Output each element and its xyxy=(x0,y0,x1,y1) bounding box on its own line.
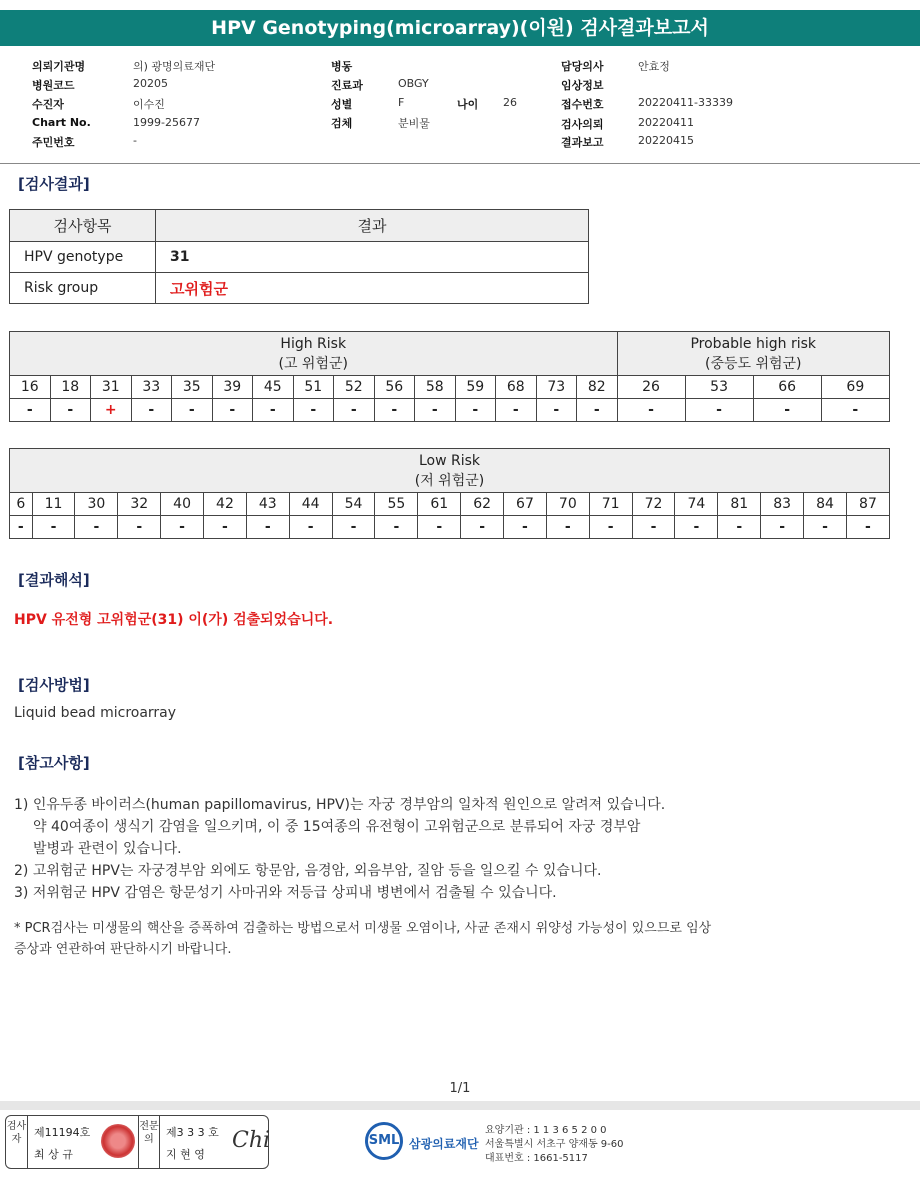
genotype-cell: 66 xyxy=(753,376,821,399)
footer-divider xyxy=(0,1101,920,1110)
signature-icon: Chi xyxy=(232,1128,271,1153)
genotype-cell: 72 xyxy=(632,493,675,516)
genotype-result-cell: - xyxy=(846,516,889,539)
info-value: F xyxy=(398,96,405,109)
genotype-result-cell: - xyxy=(50,399,91,422)
info-value: 분비물 xyxy=(398,117,430,130)
info-label: 병원코드 xyxy=(32,79,75,92)
info-value: 20220411 xyxy=(638,116,694,129)
result-value-risk: 고위험군 xyxy=(156,273,589,304)
reference-line: 2) 고위험군 HPV는 자궁경부암 외에도 항문암, 음경암, 외음부암, 질암 등을 일으킬 수 있습니다. xyxy=(14,863,602,879)
info-label: 성별 xyxy=(331,98,353,111)
genotype-cell: 83 xyxy=(761,493,804,516)
high-risk-table xyxy=(9,331,890,422)
report-title: HPV Genotyping(microarray)(이원) 검사결과보고서 xyxy=(0,10,920,46)
page-number: 1/1 xyxy=(449,1081,471,1096)
genotype-result-cell: - xyxy=(334,399,375,422)
low-risk-title: Low Risk xyxy=(418,452,481,469)
genotype-cell: 68 xyxy=(496,376,537,399)
info-label: 결과보고 xyxy=(561,136,604,149)
institution-address: 서울특별시 서초구 양재동 9-60 xyxy=(485,1139,624,1150)
genotype-cell: 39 xyxy=(212,376,253,399)
genotype-result-cell: - xyxy=(172,399,213,422)
info-label: 검체 xyxy=(331,117,353,130)
genotype-row xyxy=(10,376,890,399)
genotype-result-cell: - xyxy=(589,516,632,539)
info-value: OBGY xyxy=(398,77,429,90)
patient-info xyxy=(0,56,920,164)
genotype-result-cell: - xyxy=(418,516,461,539)
section-reference-heading: [참고사항] xyxy=(18,754,90,772)
genotype-result-cell: - xyxy=(374,399,415,422)
genotype-cell: 44 xyxy=(289,493,332,516)
genotype-result-cell: - xyxy=(546,516,589,539)
genotype-result-cell: - xyxy=(455,399,496,422)
result-header-item: 검사항목 xyxy=(10,210,156,242)
genotype-cell: 54 xyxy=(332,493,375,516)
info-label: 담당의사 xyxy=(561,60,604,73)
info-label: 병동 xyxy=(331,60,353,73)
genotype-cell: 53 xyxy=(685,376,753,399)
genotype-cell: 40 xyxy=(161,493,204,516)
low-risk-header xyxy=(10,449,890,493)
genotype-cell: 18 xyxy=(50,376,91,399)
genotype-result-cell: - xyxy=(212,399,253,422)
section-result-heading: [검사결과] xyxy=(18,175,90,193)
interpretation-text: HPV 유전형 고위험군(31) 이(가) 검출되었습니다. xyxy=(14,612,334,628)
specialist-name: 지 현 영 xyxy=(166,1148,205,1161)
genotype-cell: 74 xyxy=(675,493,718,516)
genotype-result-cell: - xyxy=(253,399,294,422)
genotype-result-cell: - xyxy=(536,399,577,422)
genotype-result-cell: - xyxy=(131,399,172,422)
institution-phone: 대표번호 : 1661-5117 xyxy=(485,1153,588,1164)
info-value: 1999-25677 xyxy=(133,116,200,129)
section-interpretation-heading: [결과해석] xyxy=(18,571,90,589)
genotype-cell: 67 xyxy=(504,493,547,516)
genotype-result-cell: + xyxy=(91,399,132,422)
note-line: 증상과 연관하여 판단하시기 바랍니다. xyxy=(14,942,232,957)
probable-risk-subtitle: (중등도 위험군) xyxy=(704,355,802,372)
genotype-result-cell: - xyxy=(804,516,847,539)
reference-line: 3) 저위험군 HPV 감염은 항문성기 사마귀와 저등급 상피내 병변에서 검출될 수 있습니다. xyxy=(14,885,557,901)
genotype-result-cell: - xyxy=(504,516,547,539)
genotype-cell: 35 xyxy=(172,376,213,399)
genotype-cell: 6 xyxy=(10,493,33,516)
pcr-note xyxy=(14,918,711,960)
genotype-cell: 31 xyxy=(91,376,132,399)
genotype-result-cell: - xyxy=(289,516,332,539)
info-value: 안효정 xyxy=(638,60,670,73)
high-risk-header xyxy=(10,332,618,376)
examiner-name: 최 상 규 xyxy=(34,1148,73,1161)
high-risk-subtitle: (고 위험군) xyxy=(278,355,348,372)
genotype-cell: 32 xyxy=(118,493,161,516)
age-label: 나이 xyxy=(457,98,479,111)
institution-info xyxy=(485,1124,624,1166)
logo-name: 삼광의료재단 xyxy=(409,1137,479,1151)
genotype-result-cell: - xyxy=(496,399,537,422)
result-item: Risk group xyxy=(10,273,156,304)
genotype-cell: 52 xyxy=(334,376,375,399)
info-value: 20220411-33339 xyxy=(638,96,733,109)
reference-line: 1) 인유두종 바이러스(human papillomavirus, HPV)는 자궁 경부암의 일차적 원인으로 알려져 있습니다. xyxy=(14,797,666,813)
section-method-heading: [검사방법] xyxy=(18,676,90,694)
genotype-cell: 69 xyxy=(821,376,889,399)
genotype-result-cell: - xyxy=(32,516,75,539)
genotype-cell: 11 xyxy=(32,493,75,516)
genotype-result-cell: - xyxy=(461,516,504,539)
genotype-cell: 43 xyxy=(246,493,289,516)
info-label: 주민번호 xyxy=(32,136,75,149)
genotype-cell: 73 xyxy=(536,376,577,399)
genotype-result-cell: - xyxy=(577,399,618,422)
genotype-result-cell: - xyxy=(204,516,247,539)
genotype-cell: 71 xyxy=(589,493,632,516)
genotype-result-cell: - xyxy=(761,516,804,539)
reference-line: 발병과 관련이 있습니다. xyxy=(33,841,182,857)
info-value: - xyxy=(133,134,137,147)
genotype-result-cell: - xyxy=(332,516,375,539)
low-risk-subtitle: (저 위험군) xyxy=(414,472,485,489)
genotype-result-cell: - xyxy=(415,399,456,422)
genotype-result-cell: - xyxy=(246,516,289,539)
genotype-result-cell: - xyxy=(617,399,685,422)
genotype-cell: 30 xyxy=(75,493,118,516)
info-value: 이수진 xyxy=(133,98,165,111)
info-value: 20220415 xyxy=(638,134,694,147)
genotype-result-cell: - xyxy=(10,516,33,539)
info-label: 수진자 xyxy=(32,98,64,111)
age-value: 26 xyxy=(503,96,517,109)
low-risk-table xyxy=(9,448,890,539)
examiner-label: 검사자 xyxy=(6,1116,28,1168)
genotype-result-cell: - xyxy=(375,516,418,539)
genotype-result-row xyxy=(10,399,890,422)
reference-line: 약 40여종이 생식기 감염을 일으키며, 이 중 15여종의 유전형이 고위험군으로 분류되어 자궁 경부암 xyxy=(33,819,641,835)
genotype-cell: 26 xyxy=(617,376,685,399)
genotype-result-cell: - xyxy=(685,399,753,422)
table-row xyxy=(10,273,589,304)
genotype-result-cell: - xyxy=(161,516,204,539)
info-label: Chart No. xyxy=(32,116,91,129)
probable-risk-title: Probable high risk xyxy=(690,335,817,352)
genotype-result-cell: - xyxy=(118,516,161,539)
signature-box xyxy=(5,1115,269,1169)
method-text: Liquid bead microarray xyxy=(14,705,177,721)
examiner-number: 제11194호 xyxy=(34,1126,91,1139)
genotype-result-cell: - xyxy=(75,516,118,539)
info-label: 의뢰기관명 xyxy=(32,60,86,73)
genotype-cell: 84 xyxy=(804,493,847,516)
genotype-cell: 55 xyxy=(375,493,418,516)
genotype-cell: 61 xyxy=(418,493,461,516)
genotype-result-cell: - xyxy=(718,516,761,539)
high-risk-title: High Risk xyxy=(280,335,347,352)
genotype-cell: 16 xyxy=(10,376,51,399)
info-label: 접수번호 xyxy=(561,98,604,111)
info-label: 임상정보 xyxy=(561,79,604,92)
genotype-cell: 59 xyxy=(455,376,496,399)
result-value: 31 xyxy=(156,242,589,273)
genotype-result-row xyxy=(10,516,890,539)
genotype-cell: 56 xyxy=(374,376,415,399)
genotype-cell: 81 xyxy=(718,493,761,516)
reference-list xyxy=(14,794,665,904)
genotype-cell: 70 xyxy=(546,493,589,516)
genotype-cell: 33 xyxy=(131,376,172,399)
note-line: * PCR검사는 미생물의 핵산을 증폭하여 검출하는 방법으로서 미생물 오염이나, 사균 존재시 위양성 가능성이 있으므로 임상 xyxy=(14,921,712,936)
info-label: 검사의뢰 xyxy=(561,118,604,131)
genotype-row xyxy=(10,493,890,516)
genotype-cell: 45 xyxy=(253,376,294,399)
result-item: HPV genotype xyxy=(10,242,156,273)
genotype-result-cell: - xyxy=(632,516,675,539)
info-label: 진료과 xyxy=(331,79,363,92)
result-header-value: 결과 xyxy=(156,210,589,242)
genotype-cell: 51 xyxy=(293,376,334,399)
specialist-label: 전문의 xyxy=(138,1116,160,1168)
genotype-result-cell: - xyxy=(10,399,51,422)
genotype-cell: 87 xyxy=(846,493,889,516)
result-table xyxy=(9,209,589,304)
table-row xyxy=(10,242,589,273)
genotype-cell: 42 xyxy=(204,493,247,516)
genotype-result-cell: - xyxy=(293,399,334,422)
genotype-cell: 58 xyxy=(415,376,456,399)
sml-logo-icon: SML xyxy=(365,1122,403,1160)
probable-risk-header xyxy=(617,332,890,376)
seal-stamp-icon xyxy=(101,1124,135,1158)
genotype-result-cell: - xyxy=(753,399,821,422)
genotype-cell: 82 xyxy=(577,376,618,399)
genotype-cell: 62 xyxy=(461,493,504,516)
genotype-result-cell: - xyxy=(821,399,889,422)
info-value: 의) 광명의료재단 xyxy=(133,60,216,73)
info-value: 20205 xyxy=(133,77,168,90)
institution-code: 요양기관 : 1 1 3 6 5 2 0 0 xyxy=(485,1125,607,1136)
genotype-result-cell: - xyxy=(675,516,718,539)
specialist-number: 제3 3 3 호 xyxy=(166,1126,219,1139)
